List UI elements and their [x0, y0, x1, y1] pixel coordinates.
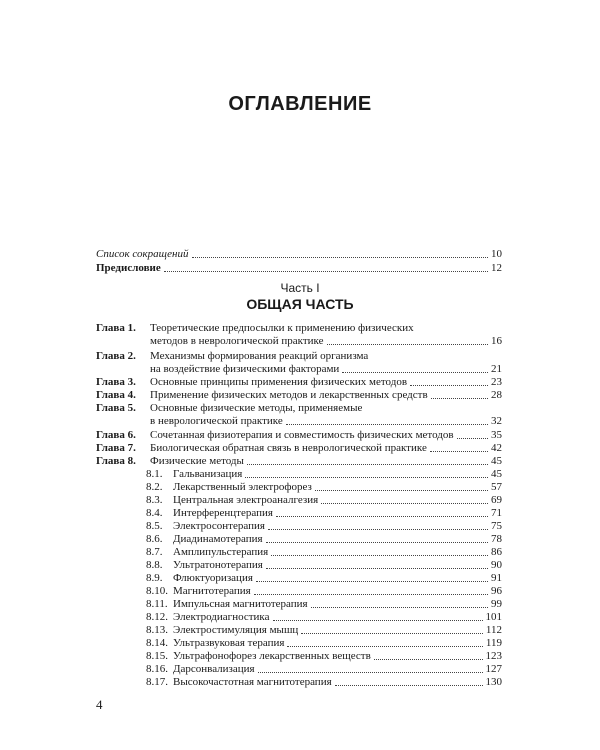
section-page: 91 — [491, 572, 502, 584]
leader-dots — [335, 685, 483, 686]
section-title: Гальванизация — [173, 468, 243, 480]
section-title: Ультрафонофорез лекарственных веществ — [173, 650, 371, 662]
chapter-page: 28 — [491, 389, 502, 401]
section-page: 75 — [491, 520, 502, 532]
section-title: Интерференцтерапия — [173, 507, 273, 519]
section-number: 8.14. — [146, 637, 168, 649]
section-number: 8.10. — [146, 585, 168, 597]
section-page: 99 — [491, 598, 502, 610]
toc-entry-label: Предисловие — [96, 262, 161, 274]
toc-section[interactable] — [146, 572, 502, 585]
section-page: 57 — [491, 481, 502, 493]
chapter-label: Глава 2. — [96, 350, 136, 362]
chapter-title-line: методов в неврологической практике — [150, 334, 324, 347]
section-title: Дарсонвализация — [173, 663, 255, 675]
chapter-page: 45 — [491, 455, 502, 467]
leader-dots — [321, 503, 488, 504]
section-title: Ультразвуковая терапия — [173, 637, 285, 649]
leader-dots — [287, 646, 482, 647]
section-page: 78 — [491, 533, 502, 545]
leader-dots — [164, 271, 488, 272]
leader-dots — [315, 490, 488, 491]
toc-section[interactable] — [146, 650, 502, 663]
toc-section[interactable] — [146, 598, 502, 611]
section-number: 8.8. — [146, 559, 163, 571]
section-page: 112 — [485, 624, 502, 636]
part-label: Часть I — [280, 281, 320, 295]
leader-dots — [410, 385, 488, 386]
leader-dots — [271, 555, 488, 556]
chapter-page: 21 — [491, 362, 502, 375]
chapter-label: Глава 8. — [96, 455, 136, 467]
toc-section[interactable] — [146, 624, 502, 637]
toc-section[interactable] — [146, 481, 502, 494]
leader-dots — [273, 620, 483, 621]
section-number: 8.9. — [146, 572, 163, 584]
toc-entry-page: 10 — [491, 248, 502, 260]
section-title: Высокочастотная магнитотерапия — [173, 676, 332, 688]
section-number: 8.15. — [146, 650, 168, 662]
toc-section[interactable] — [146, 637, 502, 650]
leader-dots — [258, 672, 483, 673]
section-title: Амплипульстерапия — [173, 546, 269, 558]
chapter-title-line: Основные принципы применения физических методов — [150, 376, 408, 388]
section-number: 8.12. — [146, 611, 168, 623]
leader-dots — [342, 372, 488, 373]
leader-dots — [247, 464, 488, 465]
section-title: Электродиагностика — [173, 611, 270, 623]
chapter-title-line: Биологическая обратная связь в неврологической практике — [150, 442, 427, 454]
section-number: 8.5. — [146, 520, 163, 532]
chapter-label: Глава 4. — [96, 389, 136, 401]
toc-section[interactable] — [146, 676, 502, 689]
chapter-label: Глава 1. — [96, 322, 136, 334]
leader-dots — [286, 424, 488, 425]
section-page: 130 — [485, 676, 502, 688]
leader-dots — [192, 257, 488, 258]
section-title: Электростимуляция мышц — [173, 624, 299, 636]
leader-dots — [254, 594, 488, 595]
page-title: ОГЛАВЛЕНИЕ — [228, 93, 372, 115]
toc-section[interactable] — [146, 494, 502, 507]
chapter-title-line: Механизмы формирования реакций организма — [150, 350, 369, 362]
leader-dots — [374, 659, 483, 660]
toc-section[interactable] — [146, 507, 502, 520]
section-title: Центральная электроаналгезия — [173, 494, 319, 506]
chapter-page: 32 — [491, 414, 502, 427]
page-number: 4 — [96, 697, 103, 712]
section-number: 8.4. — [146, 507, 163, 519]
section-number: 8.1. — [146, 468, 163, 480]
section-page: 123 — [485, 650, 502, 662]
chapter-title-line: Физические методы — [150, 455, 244, 467]
part-title: ОБЩАЯ ЧАСТЬ — [246, 296, 354, 312]
chapter-title-line: Сочетанная физиотерапия и совместимость физических методов — [150, 429, 454, 441]
chapter-label: Глава 5. — [96, 402, 136, 414]
chapter-title-line: Основные физические методы, применяемые — [150, 402, 363, 414]
section-number: 8.3. — [146, 494, 163, 506]
toc-section[interactable] — [146, 546, 502, 559]
chapter-page: 16 — [491, 334, 502, 347]
section-number: 8.13. — [146, 624, 168, 636]
section-page: 127 — [485, 663, 502, 675]
leader-dots — [311, 607, 488, 608]
toc-section[interactable] — [146, 585, 502, 598]
toc-entry-label: Список сокращений — [96, 248, 189, 260]
chapter-title-line: Применение физических методов и лекарственных средств — [150, 389, 428, 401]
leader-dots — [266, 542, 488, 543]
section-title: Электросонтерапия — [173, 520, 265, 532]
section-page: 119 — [485, 637, 502, 649]
section-number: 8.2. — [146, 481, 163, 493]
chapter-title-line: на воздействие физическими факторами — [150, 362, 340, 375]
leader-dots — [256, 581, 488, 582]
toc-entry-abbreviations[interactable] — [96, 248, 502, 261]
chapter-label: Глава 6. — [96, 429, 136, 441]
toc-section[interactable] — [146, 520, 502, 533]
section-page: 69 — [491, 494, 502, 506]
section-title: Магнитотерапия — [173, 585, 251, 597]
section-page: 90 — [491, 559, 502, 571]
chapter-title-line: в неврологической практике — [150, 414, 283, 427]
toc-section[interactable] — [146, 533, 502, 546]
leader-dots — [431, 398, 488, 399]
section-number: 8.16. — [146, 663, 168, 675]
toc-section[interactable] — [146, 468, 502, 481]
toc-section[interactable] — [146, 559, 502, 572]
chapter-title-line: Теоретические предпосылки к применению физических — [150, 322, 414, 334]
leader-dots — [266, 568, 488, 569]
chapter-page: 23 — [491, 376, 502, 388]
section-number: 8.11. — [146, 598, 168, 610]
section-title: Флюктуоризация — [173, 572, 253, 584]
chapter-label: Глава 7. — [96, 442, 136, 454]
section-title: Лекарственный электрофорез — [173, 481, 312, 493]
chapter-label: Глава 3. — [96, 376, 136, 388]
section-number: 8.6. — [146, 533, 163, 545]
leader-dots — [245, 477, 488, 478]
leader-dots — [327, 344, 489, 345]
section-title: Ультратонотерапия — [173, 559, 263, 571]
leader-dots — [457, 438, 488, 439]
toc-section[interactable] — [146, 663, 502, 676]
section-page: 45 — [491, 468, 502, 480]
chapter-page: 42 — [491, 442, 502, 454]
toc-section[interactable] — [146, 611, 502, 624]
section-page: 96 — [491, 585, 502, 597]
leader-dots — [430, 451, 488, 452]
section-title: Импульсная магнитотерапия — [173, 598, 308, 610]
leader-dots — [301, 633, 483, 634]
section-page: 86 — [491, 546, 502, 558]
section-number: 8.7. — [146, 546, 163, 558]
toc-entry-preface[interactable] — [96, 262, 502, 275]
chapter-page: 35 — [491, 429, 502, 441]
section-page: 101 — [485, 611, 502, 623]
section-title: Диадинамотерапия — [173, 533, 263, 545]
leader-dots — [268, 529, 488, 530]
section-number: 8.17. — [146, 676, 168, 688]
toc-entry-page: 12 — [491, 262, 502, 274]
section-page: 71 — [491, 507, 502, 519]
leader-dots — [276, 516, 488, 517]
